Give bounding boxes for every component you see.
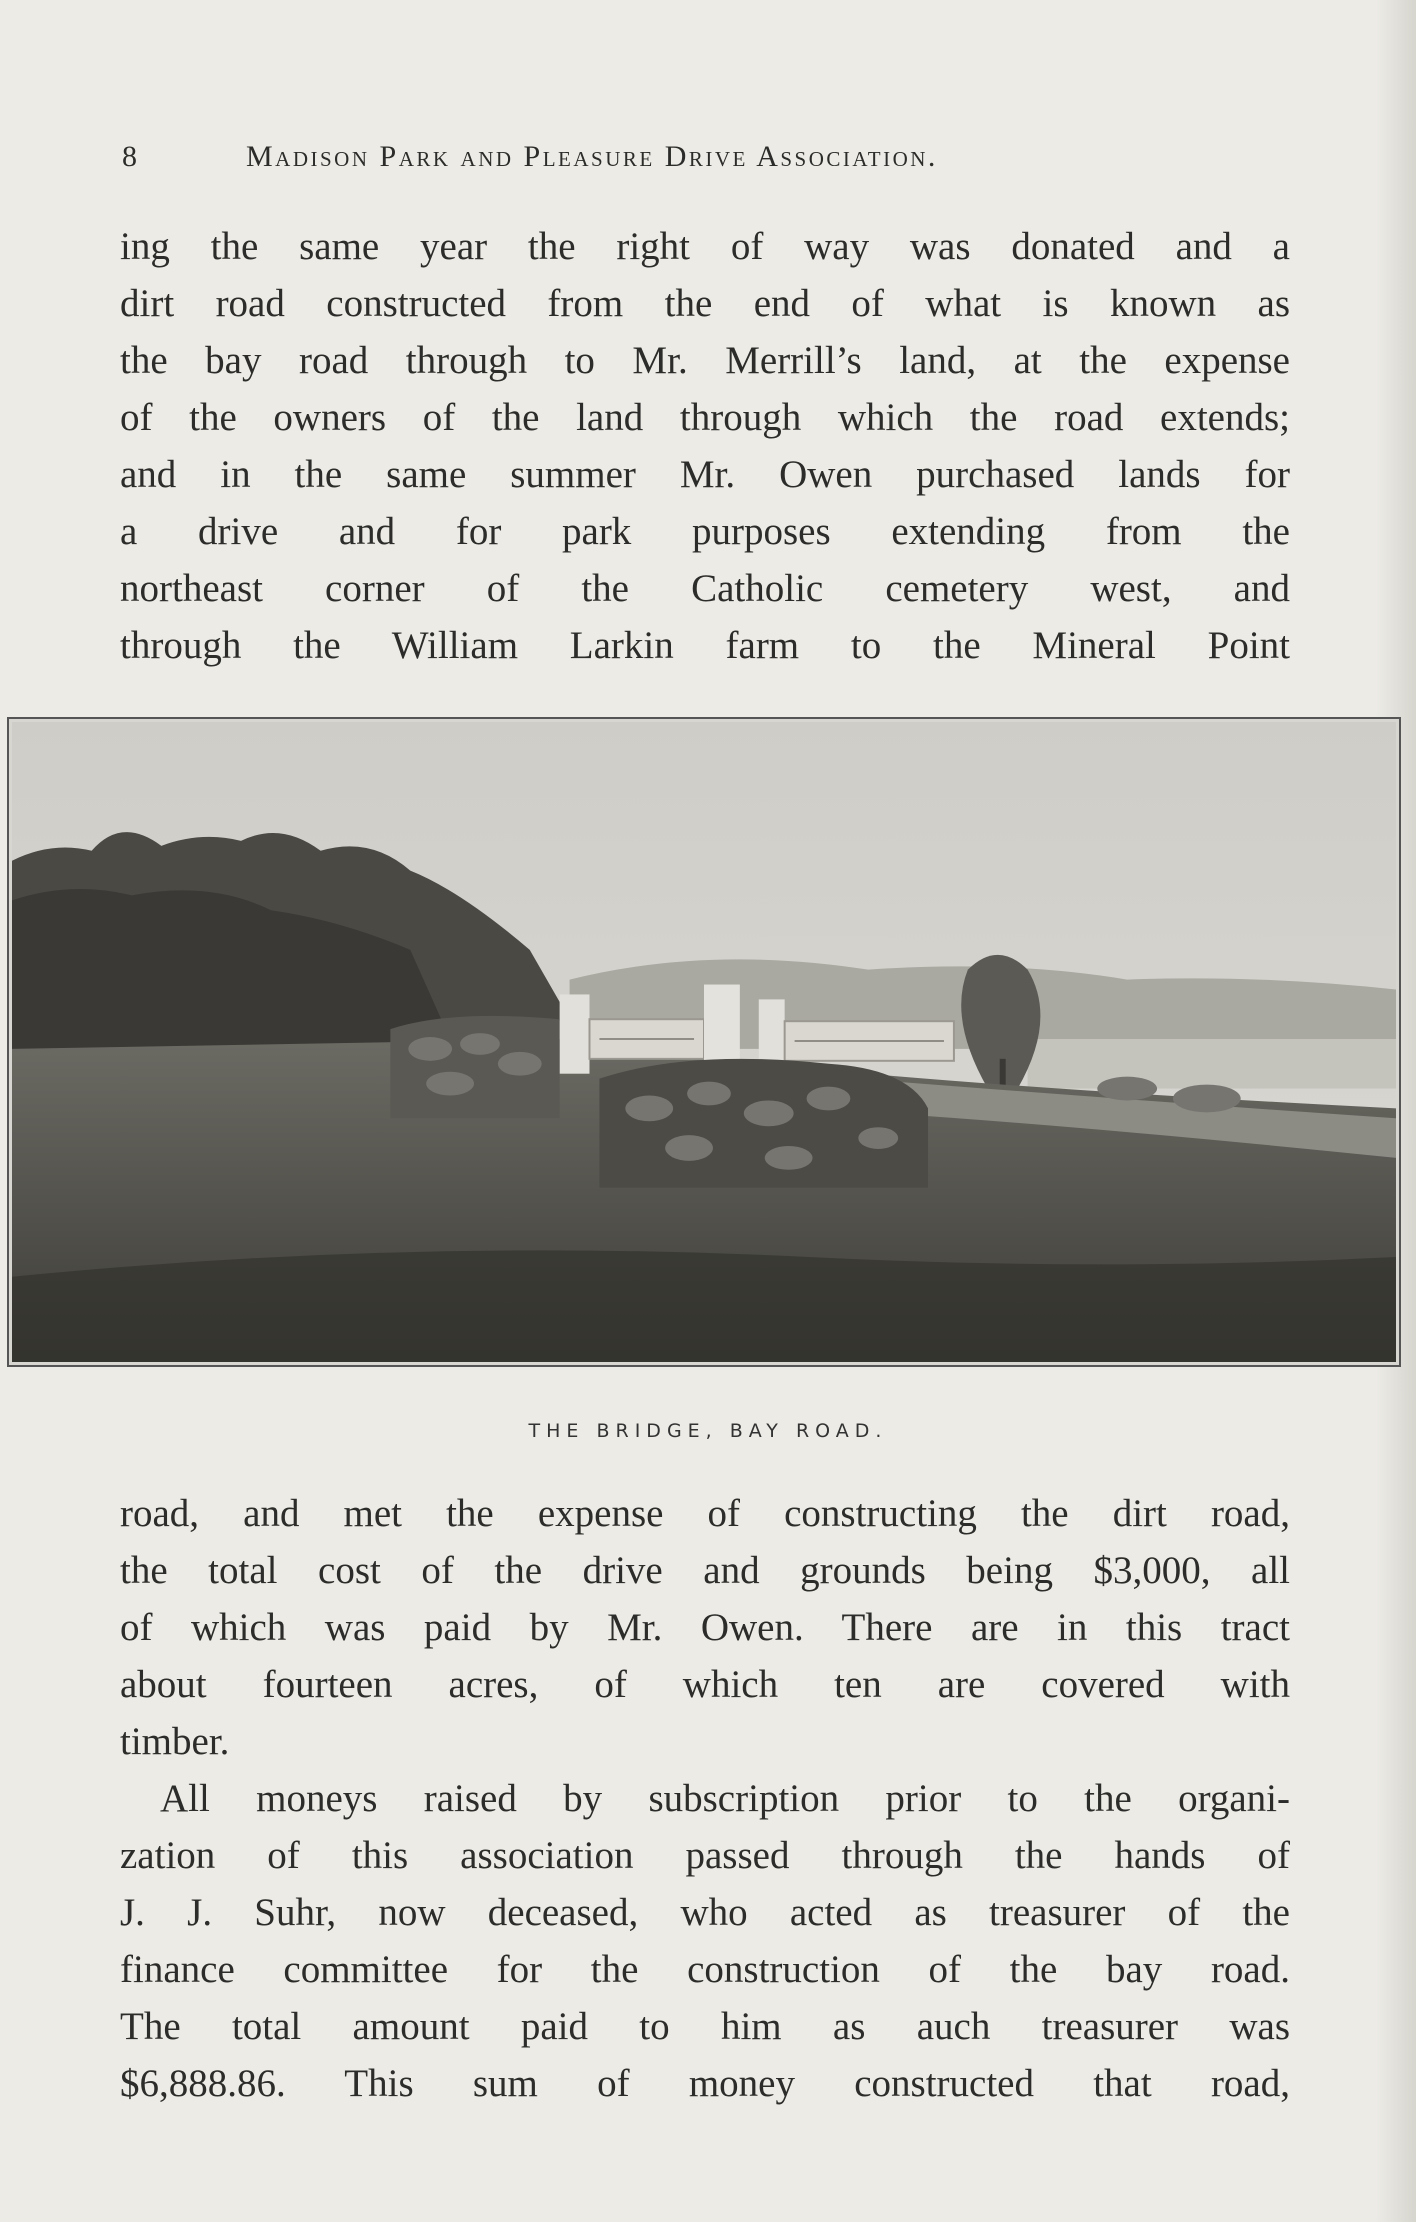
- text-line: a drive and for park purposes extending from the: [120, 510, 1290, 553]
- text-line: ing the same year the right of way was donated and a: [120, 225, 1290, 268]
- text-line: the bay road through to Mr. Merrill’s land, at the expense: [120, 339, 1290, 382]
- body-text-bottom: [120, 1485, 1290, 2112]
- text-line: finance committee for the construction of the bay road.: [120, 1948, 1290, 1991]
- running-title: Madison Park and Pleasure Drive Association.: [246, 140, 938, 173]
- text-line: timber.: [120, 1720, 230, 1763]
- bridge-photograph: [7, 717, 1401, 1367]
- text-line: through the William Larkin farm to the Mineral Point: [120, 624, 1290, 667]
- figure-caption: THE BRIDGE, BAY ROAD.: [528, 1420, 888, 1442]
- text-line: J. J. Suhr, now deceased, who acted as treasurer of the: [120, 1891, 1290, 1934]
- body-text-top: [120, 218, 1290, 674]
- text-line: All moneys raised by subscription prior to the organi-: [160, 1777, 1290, 1820]
- text-line: $6,888.86. This sum of money constructed that road,: [120, 2062, 1290, 2105]
- text-line: about fourteen acres, of which ten are covered with: [120, 1663, 1290, 1706]
- text-line: of which was paid by Mr. Owen. There are in this tract: [120, 1606, 1290, 1649]
- text-line: zation of this association passed through the hands of: [120, 1834, 1290, 1877]
- page-number: 8: [122, 140, 139, 173]
- text-line: The total amount paid to him as auch treasurer was: [120, 2005, 1290, 2048]
- running-header: [122, 140, 1172, 180]
- text-line: of the owners of the land through which the road extends;: [120, 396, 1290, 439]
- text-line: northeast corner of the Catholic cemetery west, and: [120, 567, 1290, 610]
- text-line: and in the same summer Mr. Owen purchased lands for: [120, 453, 1290, 496]
- text-line: the total cost of the drive and grounds being $3,000, all: [120, 1549, 1290, 1592]
- text-line: road, and met the expense of constructing the dirt road,: [120, 1492, 1290, 1535]
- text-line: dirt road constructed from the end of what is known as: [120, 282, 1290, 325]
- bridge-photo-illustration: [12, 722, 1396, 1362]
